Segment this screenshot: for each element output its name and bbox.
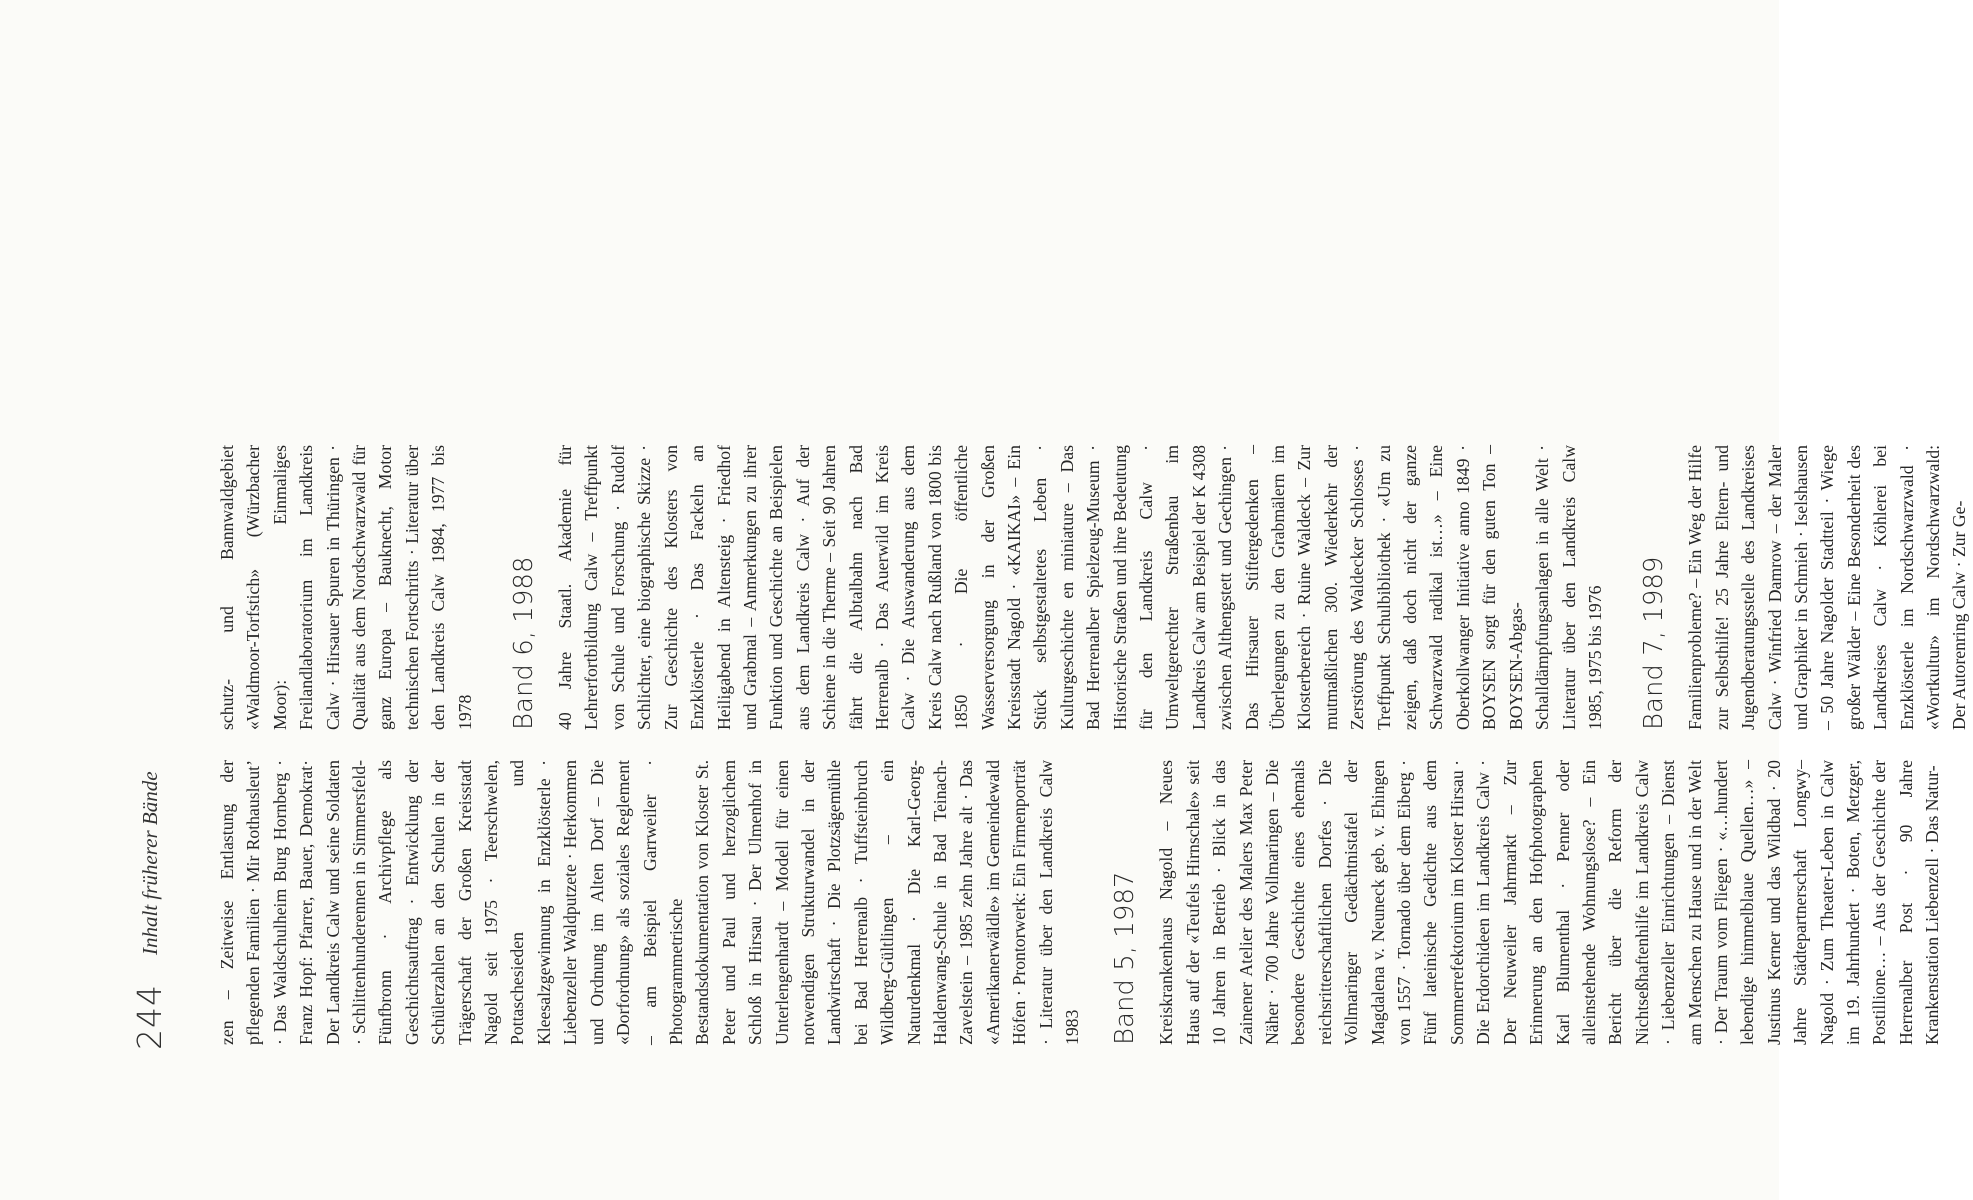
- running-title: Inhalt früherer Bände: [138, 771, 162, 955]
- band5-heading: Band 5, 1987: [1110, 871, 1141, 1045]
- band5-continuation-text: schutz- und Bannwaldgebiet «Waldmoor-Torfstich» (Würzbacher Moor): Einmaliges Freilandlaboratorium im Landkreis Calw · Hirsauer Spuren in Thüringen · Qualität aus dem Nordschwarzwald für ganz Europa – Bauknecht, Motor technischen Fortschritts · Literatur über den Landkreis Calw 1984, 1977 bis 1978: [217, 445, 475, 730]
- band7-contents-text: Familienprobleme? – Ein Weg der Hilfe zur Selbsthilfe! 25 Jahre Eltern- und Jugendberatungsstelle des Landkreises Calw · Winfried Damrow – der Maler und Graphiker in Schmieh · Iselshausen – 50 Jahre Nagolder Stadtteil · Wiege großer Wälder – Eine Besonderheit des Landkreises Calw · Köhlerei bei Enzklösterle im Nordschwarzwald · «Wortkultur» im Nordschwarzwald: Der Autorenring Calw · Zur Ge-: [1685, 445, 1970, 730]
- text-column-2: [214, 445, 1970, 730]
- page-header: [130, 150, 170, 1050]
- band6-heading: Band 6, 1988: [509, 556, 540, 730]
- band7-heading: Band 7, 1989: [1639, 556, 1670, 730]
- band6-contents-text: 40 Jahre Staatl. Akademie für Lehrerfortbildung Calw – Treffpunkt von Schule und Forschung · Rudolf Schlichter, eine biographische Skizze · Zur Geschichte des Klosters von Enzklösterle · Das Fackeln an Heiligabend in Altensteig · Friedhof und Grabmal – Anmerkungen zu ihrer Funktion und Geschichte an Beispielen aus dem Landkreis Calw · Auf der Schiene in die Therme – Seit 90 Jahren fährt die Albtalbahn nach Bad Herrenalb · Das Auerwild im Kreis Calw · Die Auswanderung aus dem Kreis Calw nach Rußland von 1800 bis 1850 · Die öffentliche Wasserversorgung in der Großen Kreisstadt Nagold · «KAIKAI» – Ein Stück selbstgestaltetes Leben · Kulturgeschichte en miniature – Das Bad Herrenalber Spielzeug-Museum · Historische Straßen und ihre Bedeutung für den Landkreis Calw · Umweltgerechter Straßenbau im Landkreis Calw am Beispiel der K 4308 zwischen Althengstett und Gechingen · Das Hirsauer Stiftergedenken – Überlegungen zu den Grabmälern im Klosterbereich · Ruine Waldeck – Zur mutmaßlichen 300. Wiederkehr der Zerstörung des Waldecker Schlosses · Treffpunkt Schulbibliothek · «Um zu zeigen, daß doch nicht der ganze Schwarzwald radikal ist…» – Eine Oberkollwanger Initiative anno 1849 · BOYSEN sorgt für den guten Ton – BOYSEN-Abgas-Schalldämpfungsanlagen in alle Welt · Literatur über den Landkreis Calw 1985, 1975 bis 1976: [555, 445, 1605, 730]
- band5-contents-text: Kreiskrankenhaus Nagold – Neues Haus auf der «Teufels Hirnschale» seit 10 Jahren in Betrieb · Blick in das Zainener Atelier des Malers Max Peter Näher · 700 Jahre Vollmaringen – Die besondere Geschichte eines ehemals reichsritterschaftlichen Dorfes · Die Vollmaringer Gedächtnistafel der Magdalena v. Neuneck geb. v. Ehingen von 1557 · Tornado über dem Eiberg · Fünf lateinische Gedichte aus dem Sommerrefektorium im Kloster Hirsau · Die Erdorchideen im Landkreis Calw · Der Neuweiler Jahrmarkt – Zur Erinnerung an den Hofphotographen Karl Blumenthal · Penner oder alleinstehende Wohnungslose? – Ein Bericht über die Reform der Nichtseßhaftenhilfe im Landkreis Calw · Liebenzeller Einrichtungen – Dienst am Menschen zu Hause und in der Welt · Der Traum vom Fliegen · «…hundert lebendige himmelblaue Quellen…» – Justinus Kerner und das Wildbad · 20 Jahre Städtepartnerschaft Longwy–Nagold · Zum Theater-Leben in Calw im 19. Jahrhundert · Boten, Metzger, Postillione… – Aus der Geschichte der Herrenalber Post · 90 Jahre Krankenstation Liebenzell · Das Natur-: [1156, 760, 1943, 1045]
- text-column-1: [214, 760, 1943, 1045]
- band4-continuation-text: zen – Zeitweise Entlastung der pflegenden Familien · Mir Rothausleut’ · Das Waldschulheim Burg Hornberg · Franz Hopf: Pfarrer, Bauer, Demokrat· Der Landkreis Calw und seine Soldaten · Schlittenhunderennen in Simmersfeld-Fünfbronn · Archivpflege als Geschichtsauftrag · Entwicklung der Schülerzahlen an den Schulen in der Trägerschaft der Großen Kreisstadt Nagold seit 1975 · Teerschwelen, Pottaschesieden und Kleesalzgewinnung in Enzklösterle · Liebenzeller Waldputzete · Herkommen und Ordnung im Alten Dorf – Die «Dorfordnung» als soziales Reglement – am Beispiel Garrweiler · Photogrammetrische Bestandsdokumentation von Kloster St. Peter und Paul und herzoglichem Schloß in Hirsau · Der Ulmenhof in Unterlengenhardt – Modell für einen notwendigen Strukturwandel in der Landwirtschaft · Die Plotzsägemühle bei Bad Herrenalb · Tuffsteinbruch Wildberg-Gültlingen – ein Naturdenkmal · Die Karl-Georg-Haldenwang-Schule in Bad Teinach-Zavelstein – 1985 zehn Jahre alt · Das «Amerikanerwäldle» im Gemeindewald Höfen · Prontorwerk: Ein Firmenporträt · Literatur über den Landkreis Calw 1983: [217, 760, 1082, 1045]
- page-number: 244: [130, 984, 169, 1050]
